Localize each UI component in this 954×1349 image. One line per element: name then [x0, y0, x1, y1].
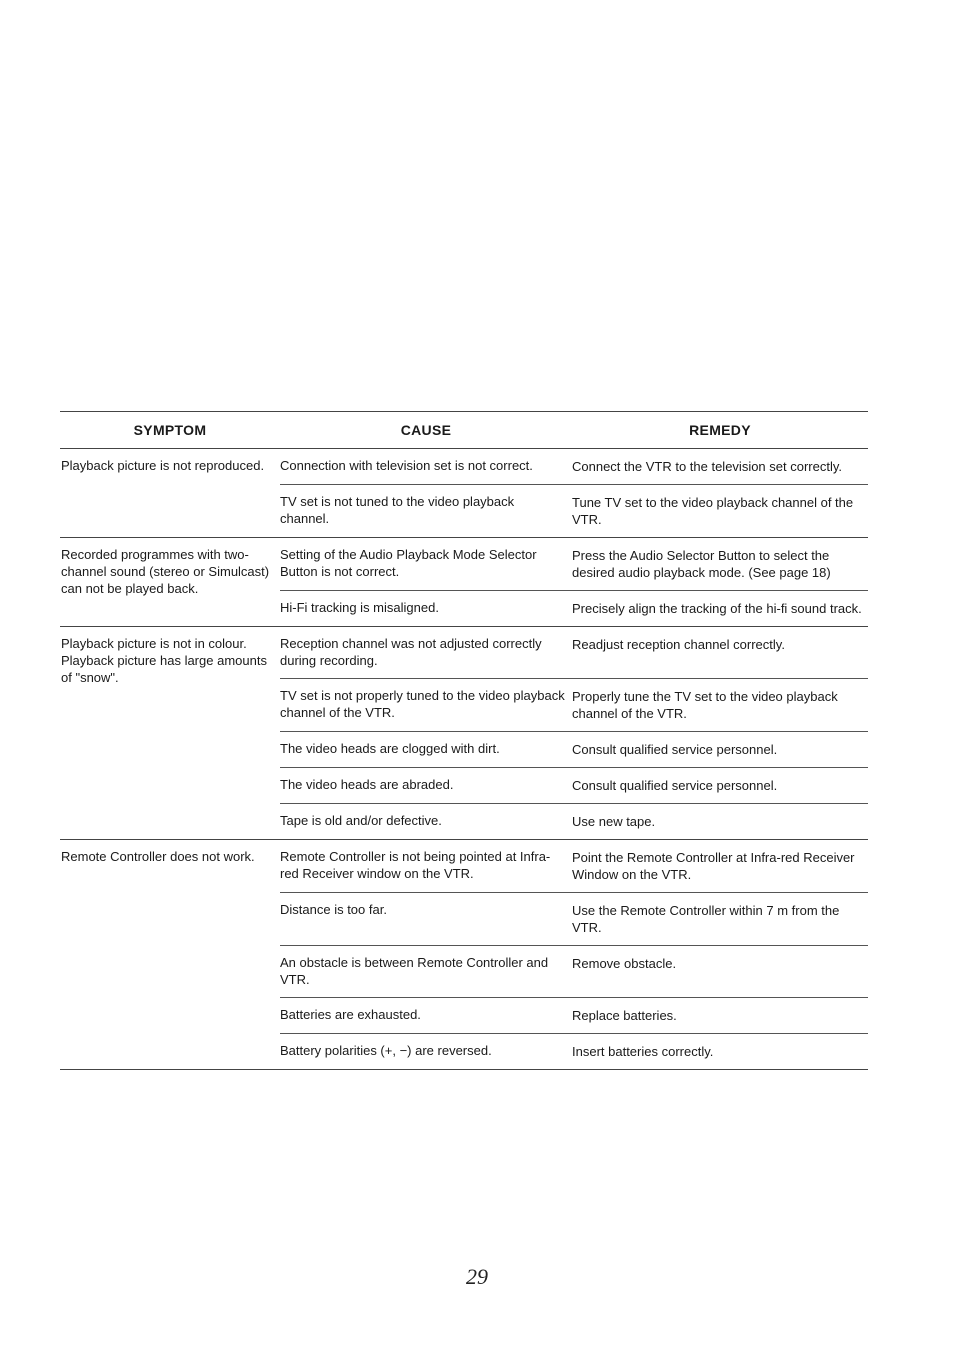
- page-number: 29: [466, 1264, 488, 1289]
- cause-text: Hi-Fi tracking is misaligned.: [280, 600, 439, 615]
- cause-remedy-list: [280, 627, 868, 839]
- table-row: [280, 840, 868, 892]
- remedy-text: Tune TV set to the video playback channel of the VTR.: [572, 495, 854, 527]
- remedy-text: Remove obstacle.: [572, 956, 677, 971]
- cause-text: Connection with television set is not correct.: [280, 458, 533, 473]
- table-row: [280, 484, 868, 537]
- cause-text: Distance is too far.: [280, 902, 387, 917]
- remedy-text: Properly tune the TV set to the video playback channel of the VTR.: [572, 689, 838, 721]
- table-row: [280, 449, 868, 484]
- table-header: [60, 412, 868, 449]
- header-symptom: SYMPTOM: [133, 422, 207, 438]
- table-row: [280, 590, 868, 626]
- remedy-text: Use the Remote Controller within 7 m from the VTR.: [572, 903, 840, 935]
- cause-text: The video heads are clogged with dirt.: [280, 741, 500, 756]
- table-row: [280, 945, 868, 997]
- cause-text: Reception channel was not adjusted correctly during recording.: [280, 636, 542, 668]
- remedy-text: Insert batteries correctly.: [572, 1044, 714, 1059]
- cause-text: TV set is not tuned to the video playback channel.: [280, 494, 515, 526]
- cause-remedy-list: [280, 449, 868, 537]
- remedy-text: Press the Audio Selector Button to select the desired audio playback mode. (See page 18): [572, 548, 831, 580]
- cause-text: Setting of the Audio Playback Mode Selector Button is not correct.: [280, 547, 537, 579]
- table-row: [280, 538, 868, 590]
- symptom-group: [60, 449, 868, 538]
- symptom-group: [60, 840, 868, 1070]
- symptom-text: Playback picture is not reproduced.: [61, 458, 265, 473]
- symptom-group: [60, 627, 868, 840]
- symptom-group: [60, 538, 868, 627]
- symptom-text: Recorded programmes with two-channel sound (stereo or Simulcast) can not be played back.: [61, 547, 270, 596]
- table-row: [280, 731, 868, 767]
- table-row: [280, 997, 868, 1033]
- table-row: [280, 767, 868, 803]
- remedy-text: Use new tape.: [572, 814, 656, 829]
- table-row: [280, 1033, 868, 1069]
- cause-text: An obstacle is between Remote Controller and VTR.: [280, 955, 549, 987]
- remedy-text: Replace batteries.: [572, 1008, 677, 1023]
- table-row: [280, 803, 868, 839]
- cause-text: Battery polarities (+, −) are reversed.: [280, 1043, 492, 1058]
- cause-remedy-list: [280, 840, 868, 1069]
- cause-text: Batteries are exhausted.: [280, 1007, 421, 1022]
- remedy-text: Consult qualified service personnel.: [572, 742, 778, 757]
- symptom-text: Playback picture is not in colour. Playback picture has large amounts of "snow".: [61, 636, 267, 685]
- header-remedy: REMEDY: [689, 422, 751, 438]
- table-row: [280, 892, 868, 945]
- cause-text: Tape is old and/or defective.: [280, 813, 442, 828]
- remedy-text: Connect the VTR to the television set correctly.: [572, 459, 842, 474]
- cause-text: TV set is not properly tuned to the video playback channel of the VTR.: [280, 688, 565, 720]
- header-cause: CAUSE: [400, 422, 452, 438]
- remedy-text: Readjust reception channel correctly.: [572, 637, 785, 652]
- table-row: [280, 627, 868, 678]
- troubleshooting-table: [60, 411, 868, 1070]
- remedy-text: Point the Remote Controller at Infra-red Receiver Window on the VTR.: [572, 850, 855, 882]
- cause-text: The video heads are abraded.: [280, 777, 454, 792]
- cause-remedy-list: [280, 538, 868, 626]
- remedy-text: Precisely align the tracking of the hi-fi sound track.: [572, 601, 862, 616]
- remedy-text: Consult qualified service personnel.: [572, 778, 778, 793]
- table-row: [280, 678, 868, 731]
- cause-text: Remote Controller is not being pointed at Infra-red Receiver window on the VTR.: [280, 849, 551, 881]
- symptom-text: Remote Controller does not work.: [61, 849, 255, 864]
